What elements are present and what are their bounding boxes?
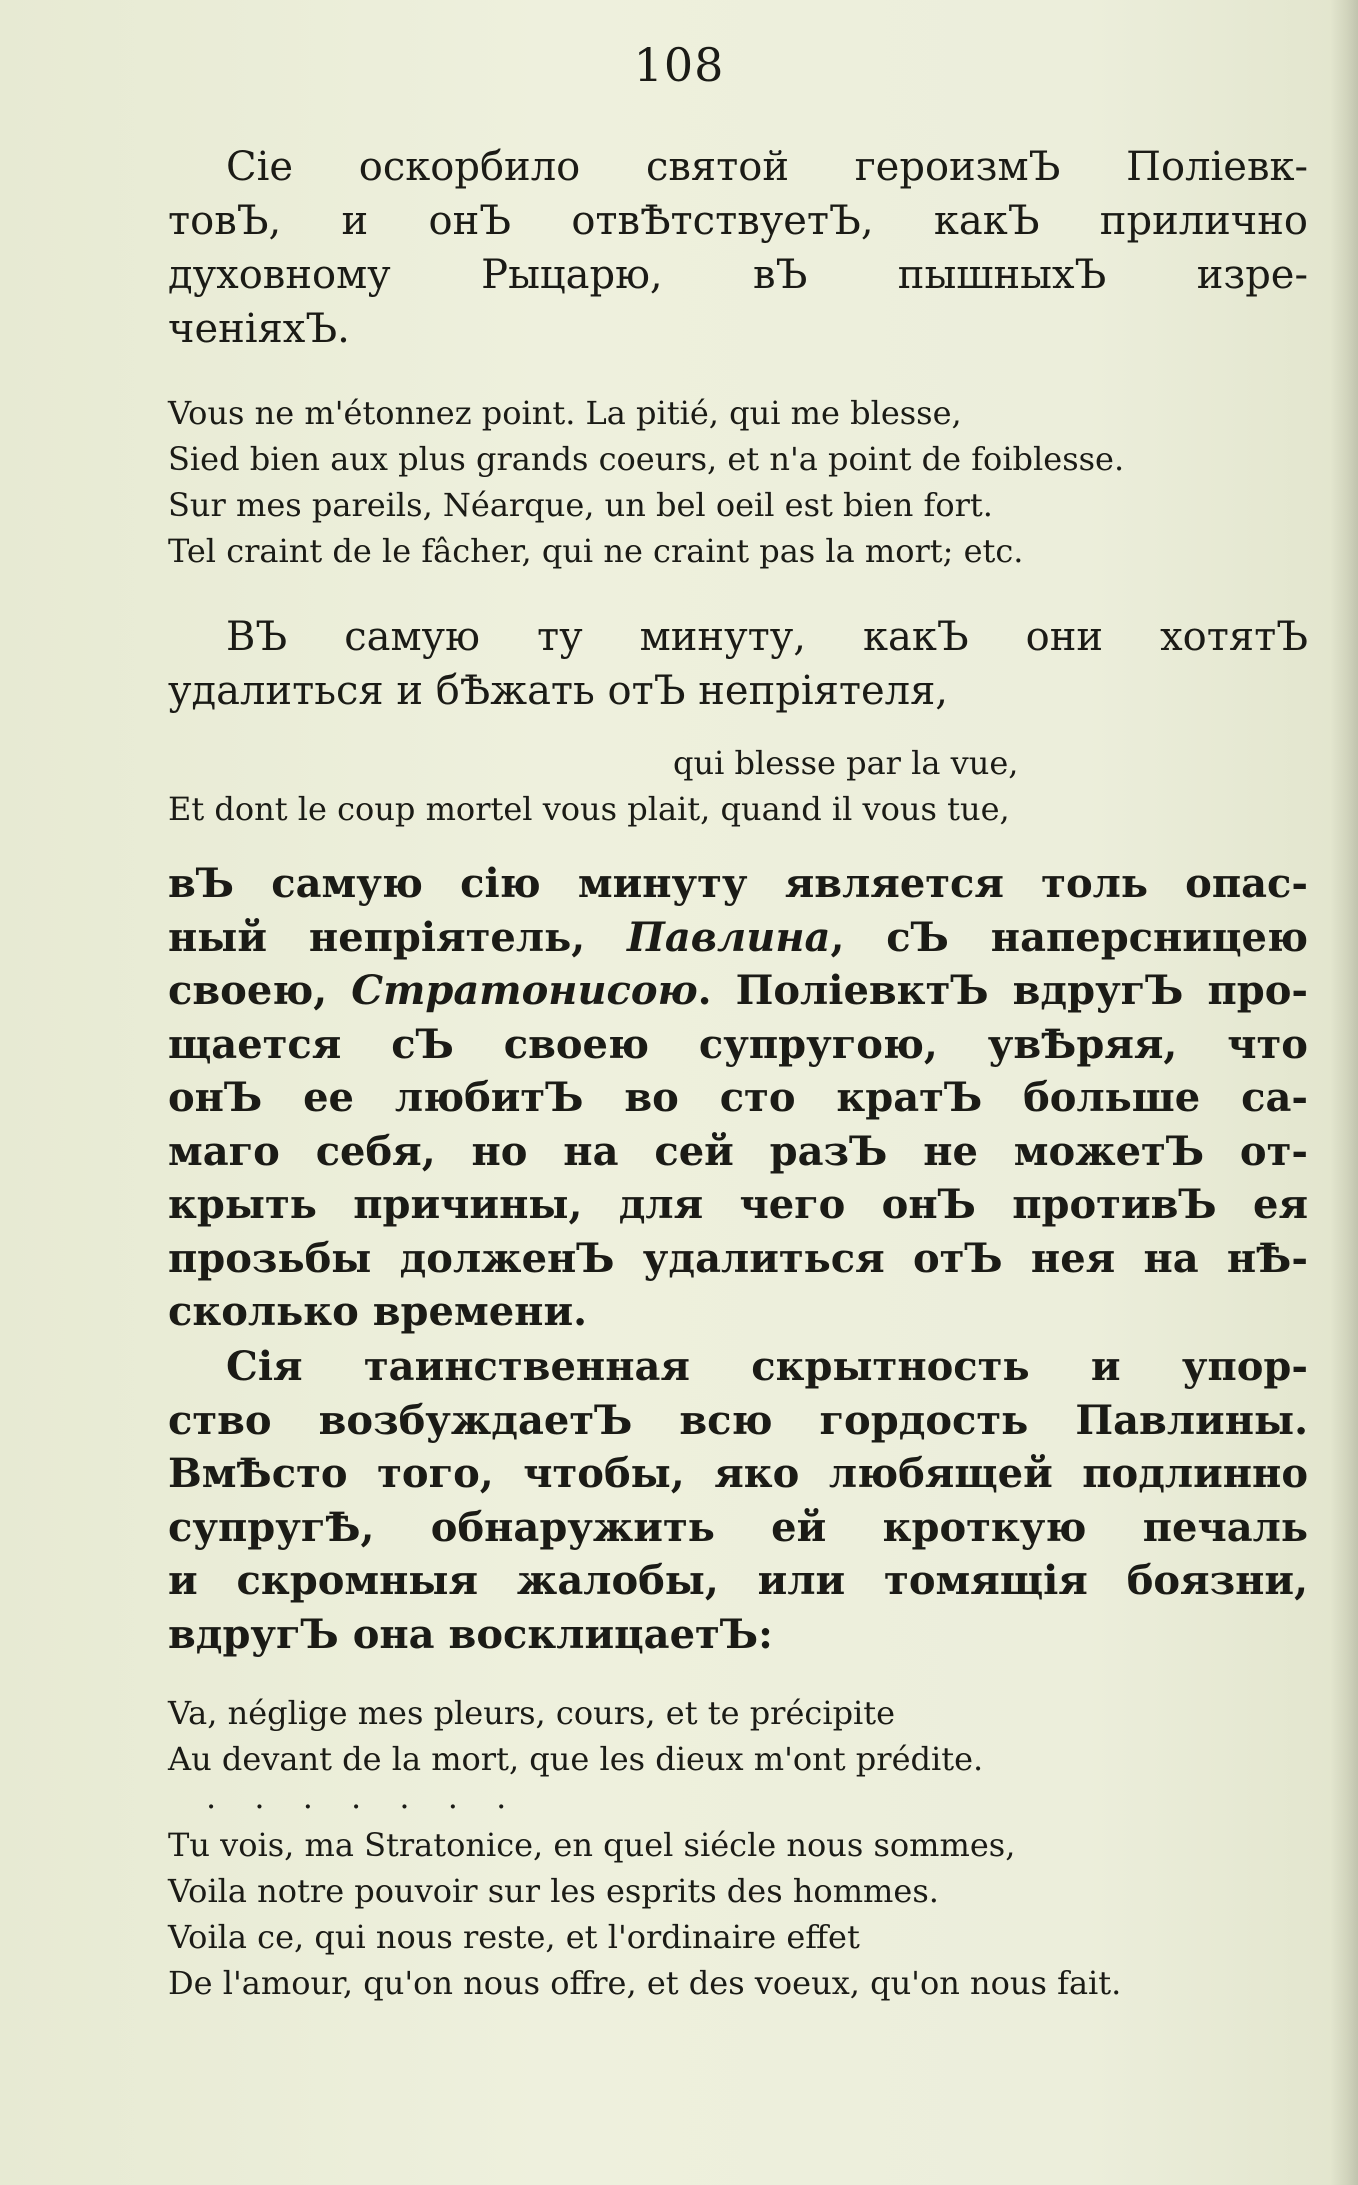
text-run: ный непріятель, — [168, 913, 628, 961]
verse-line: De l'amour, qu'on nous offre, et des voeux, qu'on nous fait. — [168, 1964, 1122, 2002]
verse-4 — [168, 1822, 1318, 2006]
verse-line: Sur mes pareils, Néarque, un bel oeil est bien fort. — [168, 486, 993, 524]
paragraph-4-line: и скромныя жалобы, или томящія боязни, — [168, 1557, 1308, 1604]
paragraph-3-line: маго себя, но на сей разЪ не можетЪ от- — [168, 1127, 1308, 1175]
verse-line: qui blesse par la vue, — [673, 744, 1019, 782]
paragraph-3-line — [168, 964, 1308, 1018]
verse-line: Voila ce, qui nous reste, et l'ordinaire effet — [168, 1918, 860, 1956]
paragraph-4-line: ВмѢсто того, чтобы, яко любящей подлинно — [168, 1450, 1308, 1497]
paragraph-3-line: крыть причины, для чего онЪ противЪ ея — [168, 1181, 1308, 1228]
paragraph-4-line: супругѢ, обнаружить ей кроткую печаль — [168, 1503, 1308, 1551]
paragraph-2-line: ВЪ самую ту минуту, какЪ они хотятЪ — [226, 614, 1308, 660]
paragraph-4-line: вдругЪ она восклицаетЪ: — [168, 1610, 773, 1658]
paragraph-1 — [168, 140, 1308, 356]
text-run: . ПоліевктЪ вдругЪ про- — [697, 967, 1308, 1014]
paragraph-4 — [168, 1340, 1308, 1661]
paragraph-1-line: ченіяхЪ. — [168, 306, 350, 352]
text-run: , сЪ наперсницею — [830, 913, 1308, 961]
paragraph-4-line: Сія таинственная скрытность и упор- — [226, 1343, 1308, 1390]
verse-2 — [168, 740, 1318, 832]
paragraph-3-line — [168, 911, 1308, 965]
paragraph-3-line: онЪ ее любитЪ во сто кратЪ больше са- — [168, 1074, 1308, 1121]
verse-line: Va, néglige mes pleurs, cours, et te précipite — [168, 1694, 896, 1732]
paragraph-1-line: товЪ, и онЪ отвѢтствуетЪ, какЪ прилично — [168, 198, 1308, 244]
verse-line: Au devant de la mort, que les dieux m'ont prédite. — [168, 1740, 984, 1778]
paragraph-3-line: щается сЪ своею супругою, увѢряя, что — [168, 1020, 1308, 1068]
paragraph-3-line: вЪ самую сію минуту является толь опас- — [168, 860, 1308, 907]
verse-1 — [168, 390, 1318, 574]
paragraph-4-line: ство возбуждаетЪ всю гордость Павлины. — [168, 1396, 1308, 1444]
paragraph-2-line: удалиться и бѢжать отЪ непріятеля, — [168, 668, 949, 714]
page-number: 108 — [633, 38, 725, 92]
paragraph-3-line: прозьбы долженЪ удалиться отЪ нея на нѢ- — [168, 1234, 1308, 1282]
ellipsis-dots: . . . . . . . — [206, 1778, 521, 1816]
verse-line: Tel craint de le fâcher, qui ne craint pas la mort; etc. — [168, 532, 1024, 570]
paragraph-1-line: Сіе оскорбило святой героизмЪ Поліевк- — [226, 144, 1308, 190]
verse-line: Tu vois, ma Stratonice, en quel siécle nous sommes, — [168, 1826, 1016, 1864]
verse-line: Voila notre pouvoir sur les esprits des hommes. — [168, 1872, 939, 1910]
paragraph-2 — [168, 610, 1308, 718]
paragraph-3-line: сколько времени. — [168, 1288, 588, 1335]
paragraph-1-line: духовному Рыцарю, вЪ пышныхЪ изре- — [168, 252, 1308, 298]
verse-3 — [168, 1690, 1318, 1816]
text-run: своею, — [168, 967, 352, 1014]
verse-line: Sied bien aux plus grands coeurs, et n'a point de foiblesse. — [168, 440, 1125, 478]
verse-line: Et dont le coup mortel vous plait, quand il vous tue, — [168, 790, 1010, 828]
verse-line: Vous ne m'étonnez point. La pitié, qui me blesse, — [168, 394, 962, 432]
italic-name-pavlina: Павлина — [627, 913, 831, 961]
italic-name-stratonisa: Стратонисою — [351, 967, 698, 1014]
paragraph-3 — [168, 857, 1308, 1339]
page-edge-shadow — [1330, 0, 1358, 2185]
